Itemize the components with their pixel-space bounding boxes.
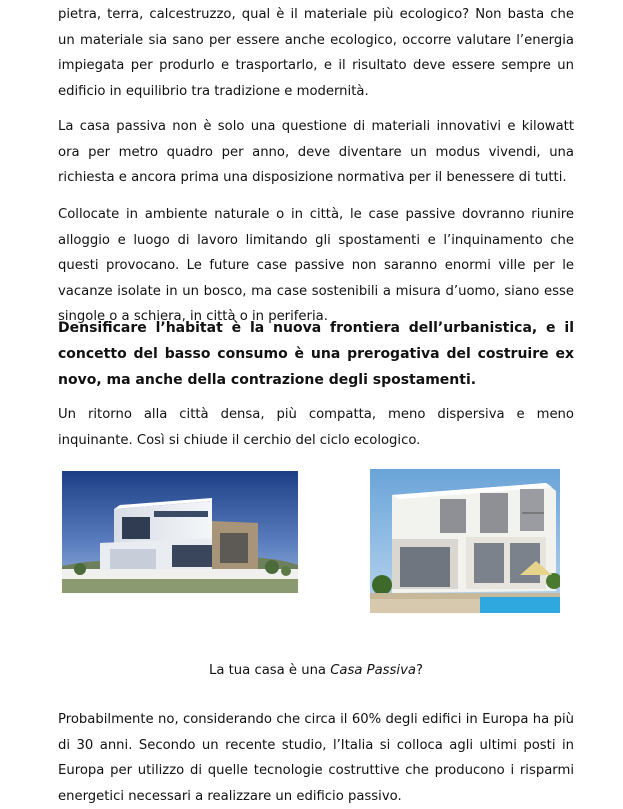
section-heading xyxy=(58,658,574,684)
heading-suffix: ? xyxy=(415,663,423,678)
heading-emphasis: Casa Passiva xyxy=(330,663,416,678)
paragraph-dense-city: Un ritorno alla città densa, più compatta, meno dispersiva e meno inquinante. Così si chiude il cerchio del ciclo ecologico. xyxy=(58,407,574,448)
paragraph-materials: pietra, terra, calcestruzzo, qual è il materiale più ecologico? Non basta che un materiale sia sano per essere anche ecologico, occorre valutare l’energia impiegata per produrlo e trasportarlo, e il risultato deve essere sempre un edificio in equilibrio tra tradizione e modernità. xyxy=(58,7,574,99)
paragraph-location: Collocate in ambiente naturale o in città, le case passive dovranno riunire alloggio e luogo di lavoro limitando gli spostamenti e l’inquinamento che questi provocano. Le future case passive non saranno enormi ville per le vacanze isolate in un bosco, ma case sostenibili a misura d’uomo, siano esse singole o a schiera, in città o in periferia. xyxy=(58,207,574,324)
heading-prefix: La tua casa è una xyxy=(209,663,331,678)
photo-house-with-pool xyxy=(370,469,560,613)
paragraph-densify-bold: Densificare l’habitat è la nuova frontiera dell’urbanistica, e il concetto del basso consumo è una prerogativa del costruire ex novo, ma anche della contrazione degli spostamenti. xyxy=(58,320,574,388)
paragraph-passive-house: La casa passiva non è solo una questione di materiali innovativi e kilowatt ora per metro quadro per anno, deve diventare un modus vivendi, una richiesta e ancora prima una disposizione normativa per il benessere di tutti. xyxy=(58,119,574,185)
photo-modern-villa xyxy=(62,471,298,593)
paragraph-probably-not: Probabilmente no, considerando che circa il 60% degli edifici in Europa ha più di 30 anni. Secondo un recente studio, l’Italia si colloca agli ultimi posti in Europa per utilizzo di quelle tecnologie costruttive che producono i risparmi energetici necessari a realizzare un edificio passivo. xyxy=(58,712,574,804)
